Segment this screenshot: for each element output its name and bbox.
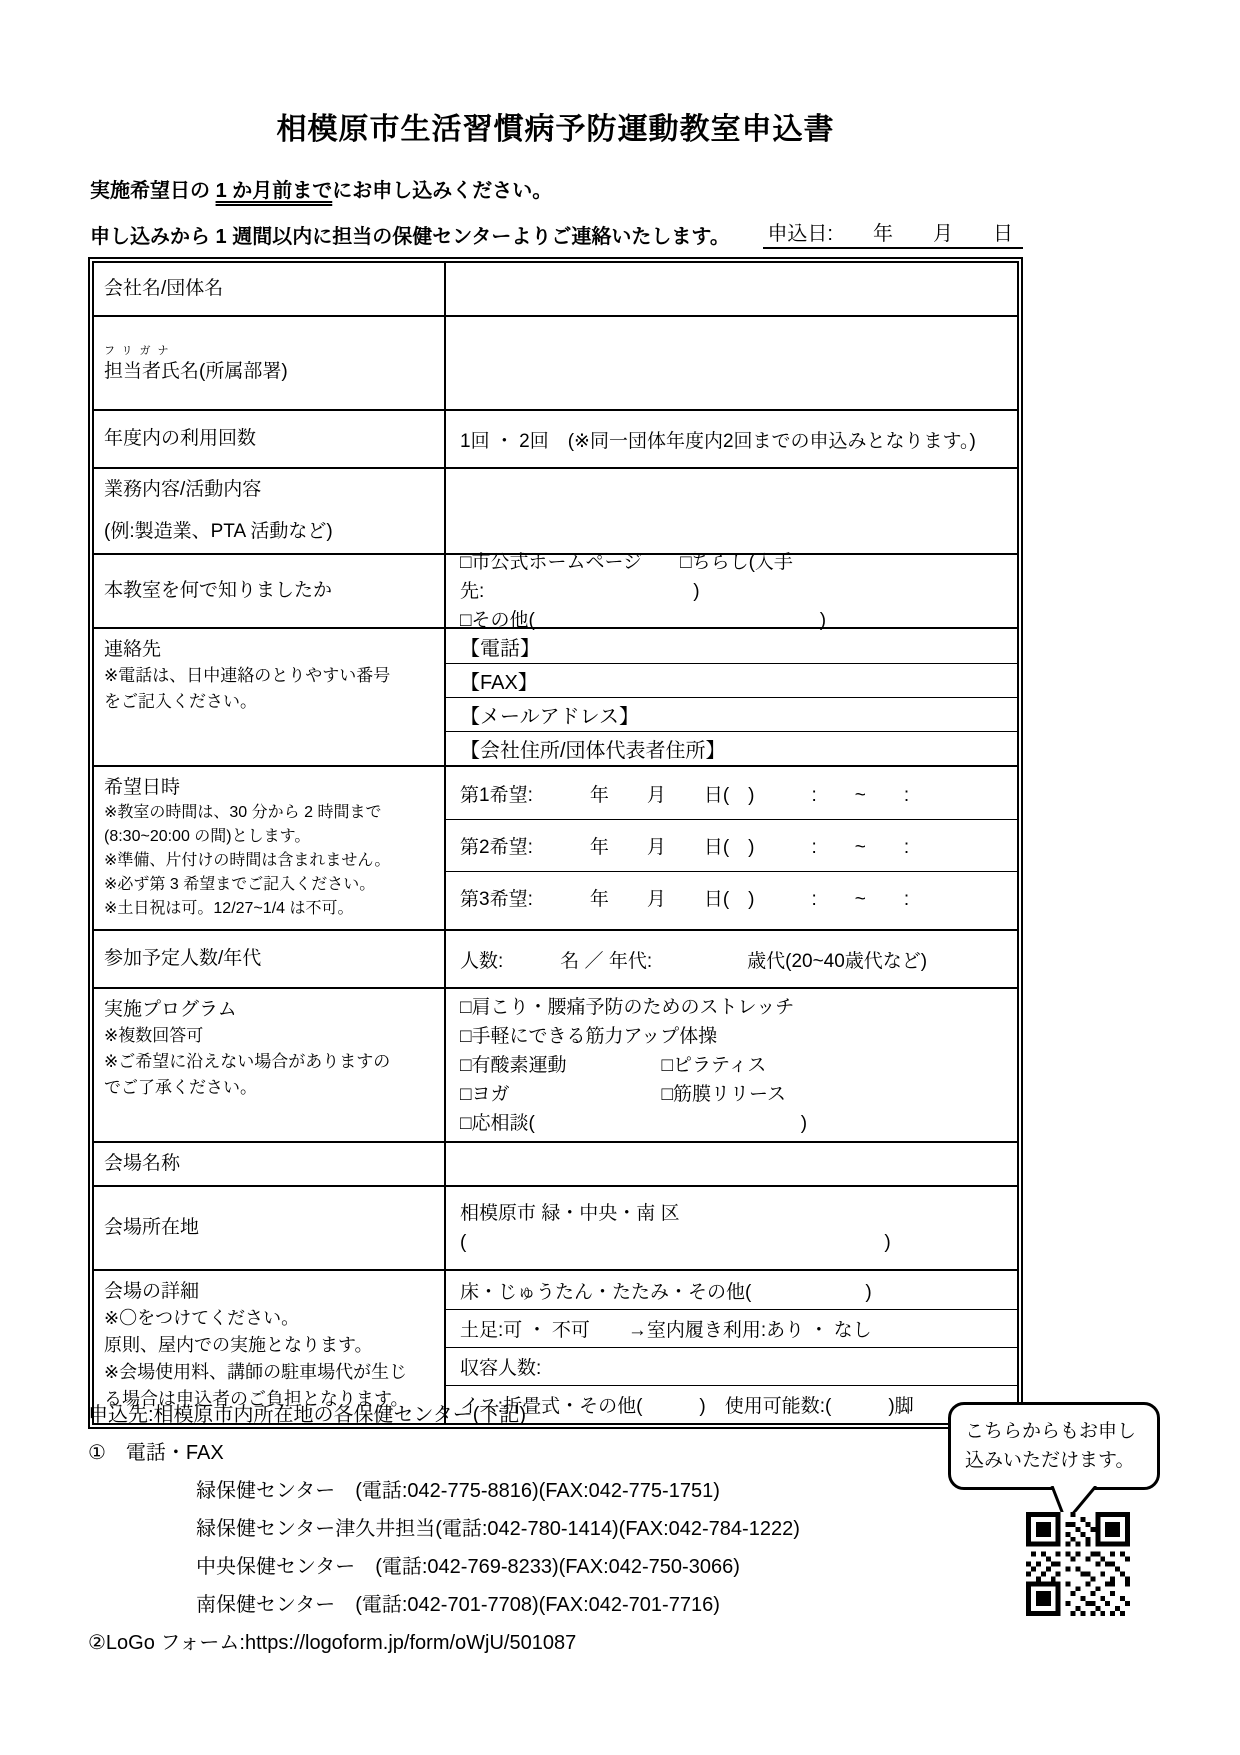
contact-fax-field: 【FAX】	[446, 663, 1017, 697]
reply-note-row	[90, 217, 1023, 249]
capacity-field: 収容人数:	[446, 1347, 1017, 1385]
row-business	[94, 467, 1017, 553]
footer-center-midori-tsukui: 緑保健センター津久井担当(電話:042-780-1414)(FAX:042-784-1222)	[196, 1518, 800, 1540]
datetime-note-5: ※土日祝は可。12/27~1/4 は不可。	[104, 900, 354, 917]
company-name-label: 会社名/団体名	[104, 278, 224, 299]
program-note-1: ※複数回答可	[104, 1026, 204, 1045]
program-option-aerobic-pilates: □有酸素運動 □ピラティス	[460, 1054, 767, 1076]
venue-location-ward-line: 相模原市 緑・中央・南 区	[460, 1203, 680, 1224]
row-how-known	[94, 551, 1017, 631]
program-option-consult: □応相談( )	[460, 1112, 808, 1134]
program-note-3: でご了承ください。	[104, 1078, 257, 1097]
datetime-label: 希望日時	[104, 777, 181, 798]
venue-details-note-1: ※〇をつけてください。	[104, 1308, 300, 1328]
cell-label-business	[94, 469, 446, 553]
speech-bubble-line-2: 込みいただけます。	[965, 1450, 1135, 1471]
floor-type-field: 床・じゅうたん・たたみ・その他( )	[460, 1281, 872, 1303]
datetime-note-3: ※準備、片付けの時間は含まれません。	[104, 852, 391, 869]
footer	[88, 1396, 948, 1662]
participants-field: 人数: 名 ／ 年代: 歳代(20~40歳代など)	[460, 950, 928, 972]
program-option-yoga-fascia: □ヨガ □筋膜リリース	[460, 1083, 787, 1105]
program-option-muscle: □手軽にできる筋力アップ体操	[460, 1025, 718, 1047]
cell-label-contact-info	[94, 629, 446, 765]
contact-person-label: 担当者氏名(所属部署)	[104, 360, 288, 382]
how-known-option-line-2: □その他( )	[460, 609, 827, 631]
contact-info-note-2: をご記入ください。	[104, 692, 257, 711]
footer-center-midori: 緑保健センター (電話:042-775-8816)(FAX:042-775-1751)	[196, 1480, 720, 1502]
cell-label-program	[94, 989, 446, 1141]
contact-phone-field: 【電話】	[460, 637, 540, 660]
footer-center-minami: 南保健センター (電話:042-701-7708)(FAX:042-701-7716)	[196, 1594, 720, 1616]
cell-label-company	[94, 263, 446, 315]
cell-label-contact-person	[94, 317, 446, 409]
venue-details-note-3: ※会場使用料、講師の駐車場代が生じ	[104, 1362, 408, 1382]
cell-contact-subrows	[446, 629, 1017, 765]
cell-label-usage	[94, 411, 446, 467]
cell-input-contact-person	[446, 317, 1017, 409]
cell-input-business	[446, 469, 1017, 553]
datetime-note-2: (8:30~20:00 の間)とします。	[104, 828, 311, 845]
contact-address-field: 【会社住所/団体代表者住所】	[446, 731, 1017, 765]
qr-code	[1026, 1512, 1130, 1616]
cell-value-program	[446, 989, 1017, 1141]
row-contact-person	[94, 315, 1017, 409]
reply-note: 申し込みから 1 週間以内に担当の保健センターよりご連絡いたします。	[90, 226, 730, 248]
row-contact-info	[94, 627, 1017, 765]
how-known-label: 本教室を何で知りましたか	[104, 580, 333, 601]
row-company-name	[94, 263, 1017, 315]
page-title: 相模原市生活習慣病予防運動教室申込書	[276, 113, 835, 146]
footer-logo-form-url: ②LoGo フォーム:https://logoform.jp/form/oWjU/501087	[88, 1632, 577, 1654]
venue-details-label: 会場の詳細	[104, 1281, 200, 1302]
row-preferred-datetime	[94, 765, 1017, 929]
deadline-note-suffix: にお申し込みください。	[332, 180, 553, 202]
program-note-2: ※ご希望に沿えない場合がありますの	[104, 1052, 391, 1071]
deadline-note-prefix: 実施希望日の	[90, 180, 216, 202]
row-program	[94, 987, 1017, 1141]
cell-value-venue-location	[446, 1187, 1017, 1269]
venue-location-address-line: ( )	[460, 1232, 891, 1253]
footer-heading: 申込先:相模原市内所在地の各保健センター(下記)	[88, 1404, 527, 1426]
participants-label: 参加予定人数/年代	[104, 948, 262, 969]
datetime-note-1: ※教室の時間は、30 分から 2 時間まで	[104, 804, 382, 821]
row-venue-name	[94, 1141, 1017, 1185]
contact-info-label: 連絡先	[104, 639, 162, 660]
venue-name-label: 会場名称	[104, 1153, 181, 1174]
speech-bubble	[948, 1402, 1160, 1490]
cell-label-how-known	[94, 555, 446, 627]
speech-bubble-line-1: こちらからもお申し	[965, 1421, 1137, 1442]
venue-details-note-2: 原則、屋内での実施となります。	[104, 1335, 373, 1355]
usage-count-options: 1回 ・ 2回 (※同一団体年度内2回までの申込みとなります。)	[460, 430, 976, 452]
cell-input-venue-name	[446, 1143, 1017, 1185]
program-option-stretch: □肩こり・腰痛予防のためのストレッチ	[460, 996, 795, 1018]
contact-info-note-1: ※電話は、日中連絡のとりやすい番号	[104, 666, 391, 685]
venue-location-label: 会場所在地	[104, 1217, 200, 1238]
venue-details-note-4: る場合は申込者のご負担となります。	[104, 1389, 409, 1409]
apply-date-field: 申込日: 年 月 日	[763, 217, 1023, 249]
third-choice-field: 第3希望: 年 月 日( ) : ~ :	[446, 871, 1017, 923]
datetime-note-4: ※必ず第 3 希望までご記入ください。	[104, 876, 376, 893]
footer-method-phone-fax: ① 電話・FAX	[88, 1442, 224, 1464]
row-usage-count	[94, 409, 1017, 467]
deadline-note	[90, 174, 1023, 203]
first-choice-field: 第1希望: 年 月 日( ) : ~ :	[460, 784, 910, 806]
cell-value-usage	[446, 411, 1017, 467]
application-table	[88, 257, 1023, 1429]
form-content	[88, 0, 1023, 1429]
row-participants	[94, 929, 1017, 987]
how-known-option-line-1: □市公式ホームページ □ちらし(入手先: )	[460, 551, 793, 602]
furigana-label: フリガナ	[104, 344, 176, 357]
second-choice-field: 第2希望: 年 月 日( ) : ~ :	[446, 819, 1017, 871]
cell-label-venue-name	[94, 1143, 446, 1185]
footer-center-chuo: 中央保健センター (電話:042-769-8233)(FAX:042-750-3066)	[196, 1556, 740, 1578]
usage-count-label: 年度内の利用回数	[104, 428, 257, 449]
program-label: 実施プログラム	[104, 999, 237, 1020]
business-example: (例:製造業、PTA 活動など)	[104, 521, 333, 542]
cell-input-company	[446, 263, 1017, 315]
row-venue-location	[94, 1185, 1017, 1269]
cell-label-venue-location	[94, 1187, 446, 1269]
cell-label-participants	[94, 931, 446, 987]
shoes-field: 土足:可 ・ 不可 →室内履き利用:あり ・ なし	[446, 1309, 1017, 1347]
cell-value-how-known	[446, 551, 1017, 631]
cell-value-participants	[446, 931, 1017, 987]
business-label: 業務内容/活動内容	[104, 479, 262, 500]
cell-label-datetime	[94, 767, 446, 929]
contact-email-field: 【メールアドレス】	[446, 697, 1017, 731]
chairs-field: イス:折畳式・その他( ) 使用可能数:( )脚	[446, 1385, 1017, 1423]
cell-datetime-subrows	[446, 767, 1017, 929]
deadline-note-underlined: 1 か月前まで	[215, 180, 333, 202]
